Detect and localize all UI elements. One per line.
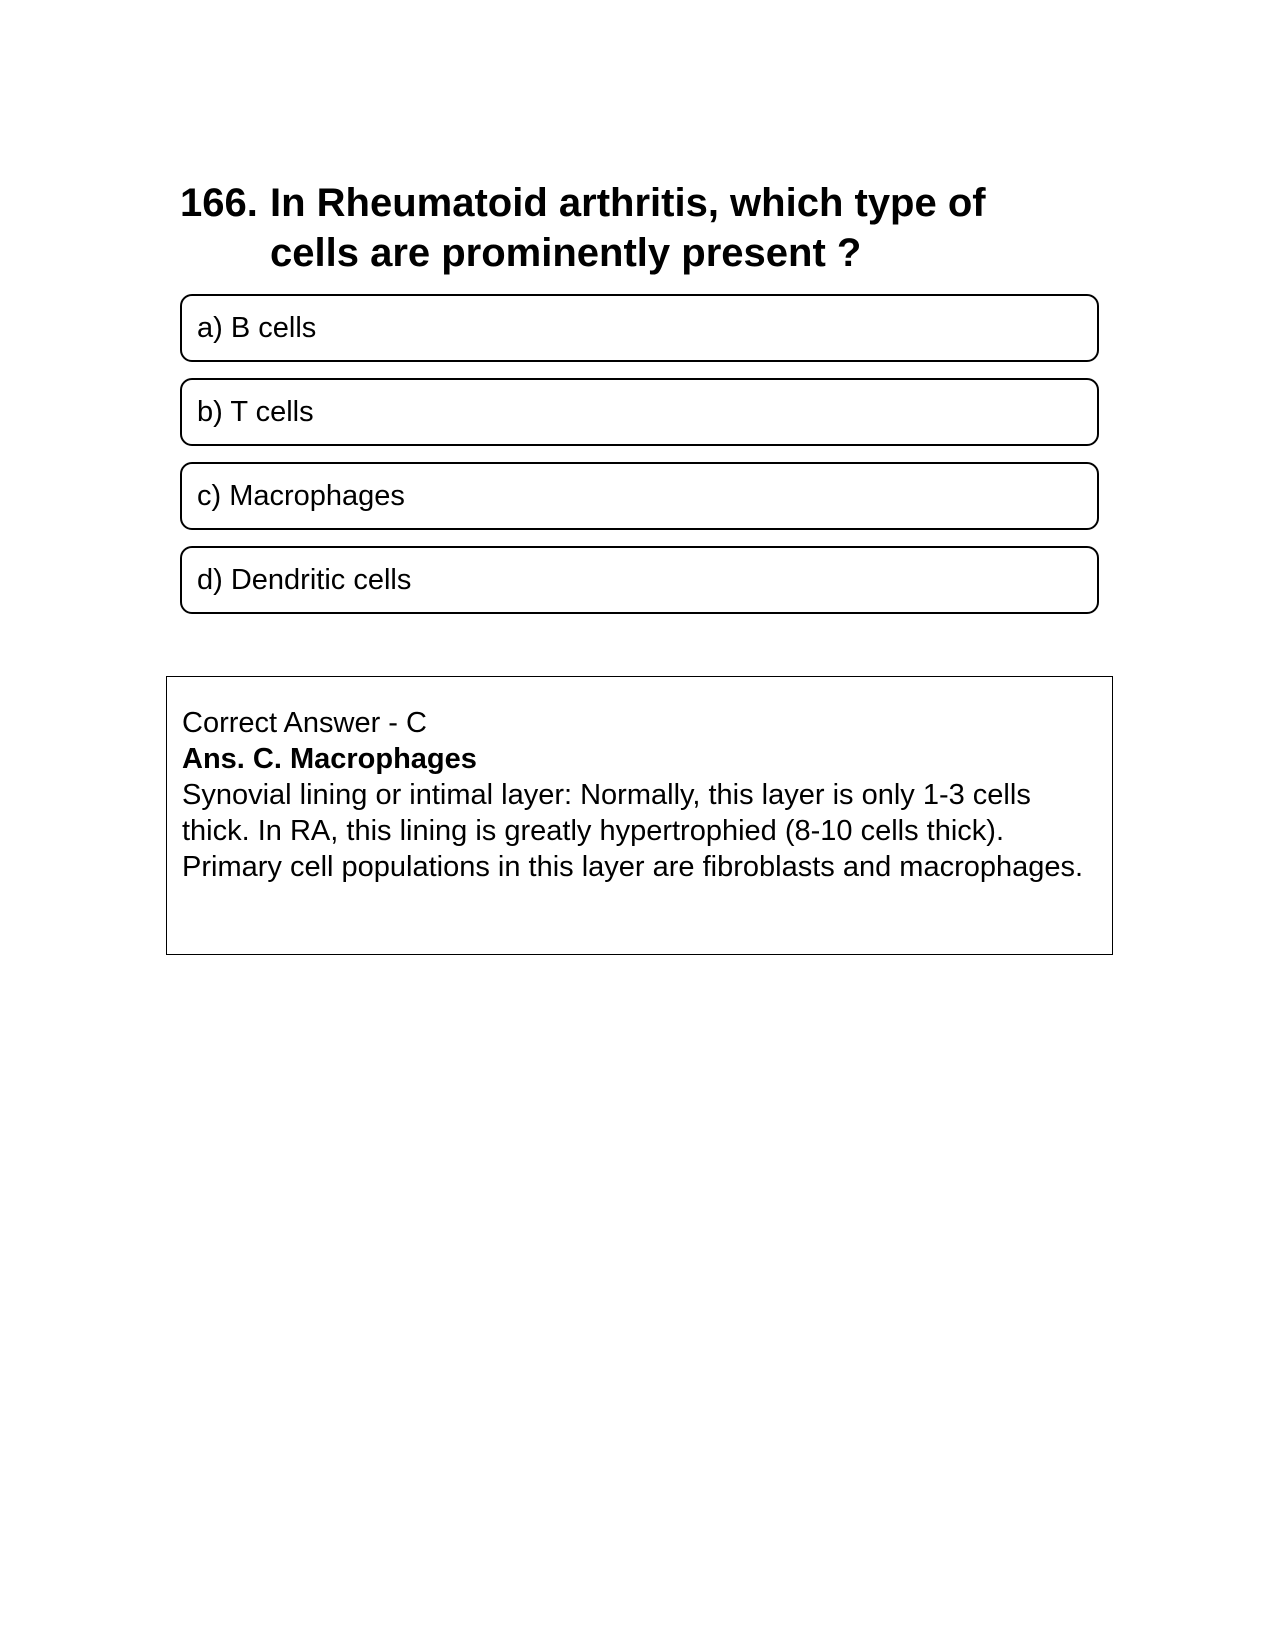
- option-b-label: b) T cells: [197, 395, 314, 428]
- answer-explanation-box: [166, 676, 1113, 955]
- option-d[interactable]: [180, 546, 1099, 614]
- option-c[interactable]: [180, 462, 1099, 530]
- option-a-label: a) B cells: [197, 311, 317, 344]
- answer-explanation-text: Synovial lining or intimal layer: Normally, this layer is only 1-3 cells thick. In RA, this lining is greatly hypertrophied (8-10 cells thick). Primary cell populations in this layer are fibroblasts and macrophages.: [182, 779, 1084, 883]
- correct-answer-line: Correct Answer - C: [182, 707, 427, 739]
- question-number: 166.: [180, 181, 258, 225]
- option-c-label: c) Macrophages: [197, 479, 405, 512]
- question-text: In Rheumatoid arthritis, which type of cells are prominently present ?: [270, 181, 986, 275]
- answer-title: Ans. C. Macrophages: [182, 743, 477, 775]
- options-list: [180, 294, 1099, 630]
- option-a[interactable]: [180, 294, 1099, 362]
- option-d-label: d) Dendritic cells: [197, 563, 412, 596]
- question-heading: [180, 178, 1080, 278]
- option-b[interactable]: [180, 378, 1099, 446]
